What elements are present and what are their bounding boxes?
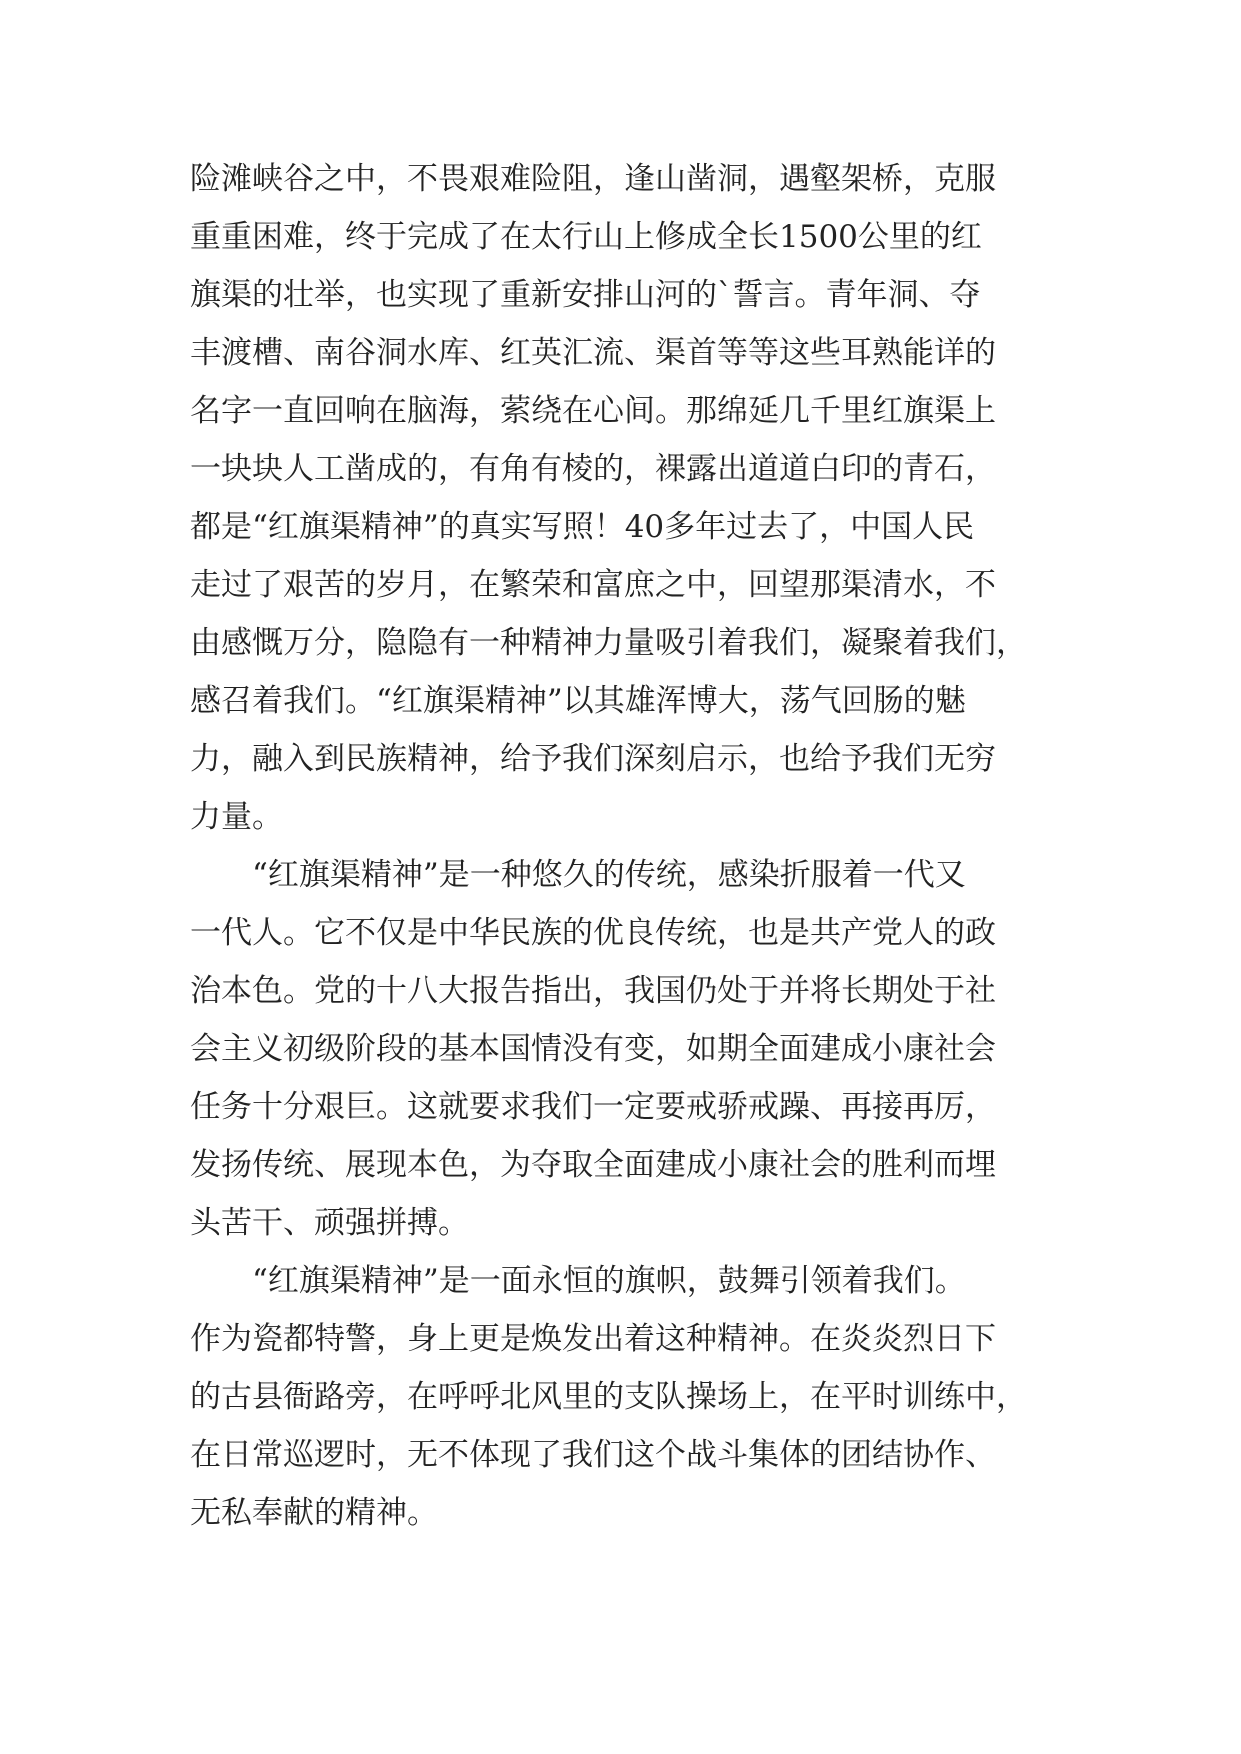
text-line: 旗渠的壮举，也实现了重新安排山河的`誓言。青年洞、夺 [190,277,981,313]
paragraph-3 [190,1252,1060,1542]
text-line: 无私奉献的精神。 [190,1495,438,1531]
text-line: 力，融入到民族精神，给予我们深刻启示，也给予我们无穷 [190,741,996,777]
text-line: 丰渡槽、南谷洞水库、红英汇流、渠首等等这些耳熟能详的 [190,335,996,371]
text-line: “红旗渠精神”是一种悠久的传统，感染折服着一代又 [252,857,966,893]
text-line: 会主义初级阶段的基本国情没有变，如期全面建成小康社会 [190,1031,996,1067]
text-line: 一块块人工凿成的，有角有棱的，裸露出道道白印的青石， [190,451,996,487]
text-line: 名字一直回响在脑海，萦绕在心间。那绵延几千里红旗渠上 [190,393,996,429]
paragraph-1 [190,150,1060,846]
paragraph-2 [190,846,1060,1252]
body-text [190,150,1060,1542]
text-line: 感召着我们。“红旗渠精神”以其雄浑博大，荡气回肠的魅 [190,683,966,719]
text-line: 在日常巡逻时，无不体现了我们这个战斗集体的团结协作、 [190,1437,996,1473]
text-line: 的古县衙路旁，在呼呼北风里的支队操场上，在平时训练中， [190,1379,1027,1415]
text-line: “红旗渠精神”是一面永恒的旗帜，鼓舞引领着我们。 [252,1263,966,1299]
text-line: 作为瓷都特警，身上更是焕发出着这种精神。在炎炎烈日下 [190,1321,996,1357]
text-line: 由感慨万分，隐隐有一种精神力量吸引着我们，凝聚着我们， [190,625,1027,661]
text-line: 都是“红旗渠精神”的真实写照！40多年过去了，中国人民 [190,509,975,545]
text-line: 走过了艰苦的岁月，在繁荣和富庶之中，回望那渠清水，不 [190,567,996,603]
text-line: 发扬传统、展现本色，为夺取全面建成小康社会的胜利而埋 [190,1147,996,1183]
text-line: 任务十分艰巨。这就要求我们一定要戒骄戒躁、再接再厉， [190,1089,996,1125]
text-line: 头苦干、顽强拼搏。 [190,1205,469,1241]
text-line: 险滩峡谷之中，不畏艰难险阻，逢山凿洞，遇壑架桥，克服 [190,161,996,197]
text-line: 重重困难，终于完成了在太行山上修成全长1500公里的红 [190,219,982,255]
text-line: 治本色。党的十八大报告指出，我国仍处于并将长期处于社 [190,973,996,1009]
text-line: 力量。 [190,799,283,835]
text-line: 一代人。它不仅是中华民族的优良传统，也是共产党人的政 [190,915,996,951]
